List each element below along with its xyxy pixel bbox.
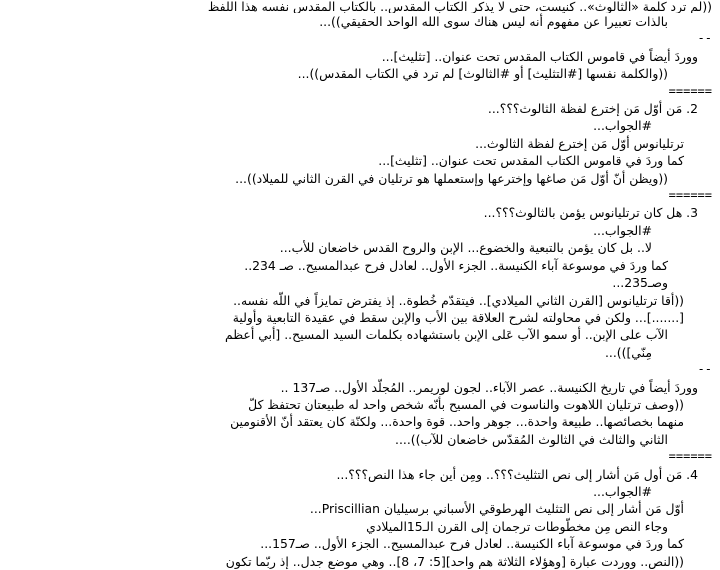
document-line: ووردَ أيضاً في تاريخ الكنيسة.. عصر الآباء.. لجون لوريمر.. المُجلّد الأول.. صـ137 .. xyxy=(280,379,698,395)
document-line: [.......]... ولكن في محاولته لشرح العلاقة بين الأب والإبن سقط في عقيدة التابعية وأولية xyxy=(232,309,684,325)
document-line: الآب على الإبن.. أو سمو الآب عَلى الإبن باستشهاده بكلمات السيد المسيح.. [أبي أعظم xyxy=(225,327,668,343)
document-line: ((لم ترد كلمة «الثالوث».. كنيست، حتى لا يذكر الكتاب المقدس.. بالكتاب المقدس نفسه هذا اللفظ xyxy=(207,0,712,13)
document-line: 4. مَن أول مَن أشار إلى نص التثليث؟؟؟.. ومِن أين جاء هذا النص؟؟؟... xyxy=(336,466,698,482)
document-line: ((وصف ترتليان اللاهوت والناسوت في المسيح بأنّه شخص واحد له طبيعتان تحتفظ كلّ xyxy=(248,396,684,412)
document-line: ((النص.. ووردت عبارة [وهؤلاء الثلاثة هم واحد][5: 7، 8].. وهي موضع جدل.. إذ ربّما تكون xyxy=(225,553,684,569)
document-line: #الجواب... xyxy=(593,118,652,134)
document-line: كما وردَ في موسوعة آباء الكنيسة.. لعادل فرح عبدالمسيح.. الجزء الأول.. صـ157... xyxy=(260,536,684,552)
document-line: -- xyxy=(697,31,712,46)
document-line: ((والكلمة نفسها [#التثليث] أو #الثالوث] لم ترد في الكتاب المقدس))... xyxy=(297,66,668,82)
document-line: وصـ235... xyxy=(612,275,668,291)
document-line: ترتليانوس أوّل مَن إخترع لفظة الثالوث... xyxy=(475,135,684,151)
document-line: ====== xyxy=(668,188,712,203)
document-line: ====== xyxy=(668,83,712,98)
document-line: أوّل مَن أشار إلى نص التثليث الهرطوقي الأسباني برسيليان Priscillian... xyxy=(309,501,684,517)
document-line: 3. هل كان ترتليانوس يؤمن بالثالوث؟؟؟... xyxy=(483,205,698,221)
document-line: وجاء النص مِن مخطّوطات ترجمان إلى القرن الـ15الميلادي xyxy=(366,518,668,534)
document-line: ((ويظن أنّ أوّل مَن صاغها وإخترعها وإستعملها هو ترتليان في القرن الثاني للميلاد))... xyxy=(235,170,668,186)
document-line: كما وردَ في موسوعة آباء الكنيسة.. الجزء الأول.. لعادل فرح عبدالمسيح.. صـ 234.. xyxy=(244,257,668,273)
document-line: منهما بخصائصها.. طبيعة واحدة... جوهر واحد.. قوة واحدة... ولكنّة كان يعتقد أنّ الأقنومين xyxy=(230,414,684,430)
document-line: ====== xyxy=(668,449,712,464)
document-line: بالذات تعبيرا عن مفهوم أنه ليس هناك سوى الله الواحد الحقيقي))... xyxy=(319,14,668,29)
document-line: ووردَ أيضاً في قاموس الكتاب المقدس تحت عنوان.. [تثليث]... xyxy=(381,48,698,64)
document-line: -- xyxy=(697,362,712,377)
document-line: الثاني والثالث في الثالوث المُقدّس خاضعان للآب)).... xyxy=(395,431,668,447)
document-line: مِنّي]))... xyxy=(604,344,652,360)
document-line: كما وردَ في قاموس الكتاب المقدس تحت عنوان.. [تثليث]... xyxy=(378,153,684,169)
document-line: 2. مَن أوّل مَن إخترع لفظة الثالوث؟؟؟... xyxy=(487,101,698,117)
document-line: #الجواب... xyxy=(593,222,652,238)
document-line: #الجواب... xyxy=(593,483,652,499)
document-line: ((أقا ترتليانوس [القرن الثاني الميلادي].. فيتقدّم خُطوة.. إذ يفترض تمايزاً في اللّه نفسه.. xyxy=(233,292,684,308)
document-line: لا.. بل كان يؤمن بالتبعية والخضوع... الإبن والروح القدس خاضعان للأب... xyxy=(279,240,652,256)
